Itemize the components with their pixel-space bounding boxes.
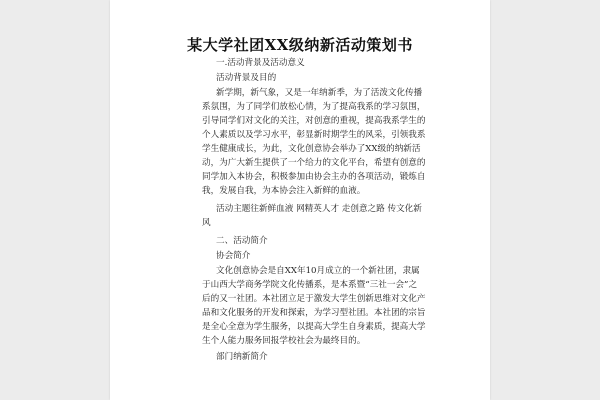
subsection-heading: 协会简介: [216, 251, 251, 261]
paragraph-line: 新学期，新气象，又是一年纳新季，为了活泼文化传播: [216, 88, 423, 98]
paragraph-line: 我，发展自我，为本协会注入新鲜的血液。: [202, 186, 366, 196]
theme-line: 活动主题往新鲜血液 网精英人才 走创意之路 传文化新: [216, 204, 422, 214]
paragraph-line: 文化创意协会是自XX年10月成立的一个新社团，隶属: [216, 266, 420, 276]
paragraph-line: 个人素质以及学习水平，彰显新时期学生的风采，引领我系: [202, 130, 426, 140]
paragraph-line: 品和文化服务的开发和探索，为学习型社团。本社团的宗旨: [202, 308, 426, 318]
paragraph-line: 引导同学们对文化的关注，对创意的重视，提高我系学生的: [202, 116, 426, 126]
document-title: 某大学社团XX级纳新活动策划书: [187, 36, 413, 54]
subsection-heading: 部门纳新简介: [216, 352, 268, 362]
theme-line: 风: [202, 218, 211, 228]
subsection-heading: 活动背景及目的: [216, 73, 277, 83]
paragraph-line: 是全心全意为学生服务，以提高大学生自身素质，提高大学: [202, 322, 426, 332]
paragraph-line: 系氛围，为了同学们放松心情，为了提高我系的学习氛围，: [202, 102, 426, 112]
paragraph-line: 动，为广大新生提供了一个给力的文化平台，希望有创意的: [202, 158, 426, 168]
paragraph-line: 生个人能力服务回报学校社会为最终目的。: [202, 336, 366, 346]
paragraph-line: 学生健康成长，为此，文化创意协会举办了XX级的纳新活: [202, 144, 421, 154]
section-heading: 一.活动背景及活动意义: [216, 58, 305, 68]
section-heading: 二、活动简介: [216, 236, 268, 246]
paragraph-line: 后的又一社团。本社团立足于激发大学生创新思维对文化产: [202, 294, 426, 304]
document-page: [110, 0, 490, 400]
paragraph-line: 于山西大学商务学院文化传播系，是本系暨“三社一会”之: [202, 280, 418, 290]
paragraph-line: 同学加入本协会，积极参加由协会主办的各项活动，锻炼自: [202, 172, 426, 182]
